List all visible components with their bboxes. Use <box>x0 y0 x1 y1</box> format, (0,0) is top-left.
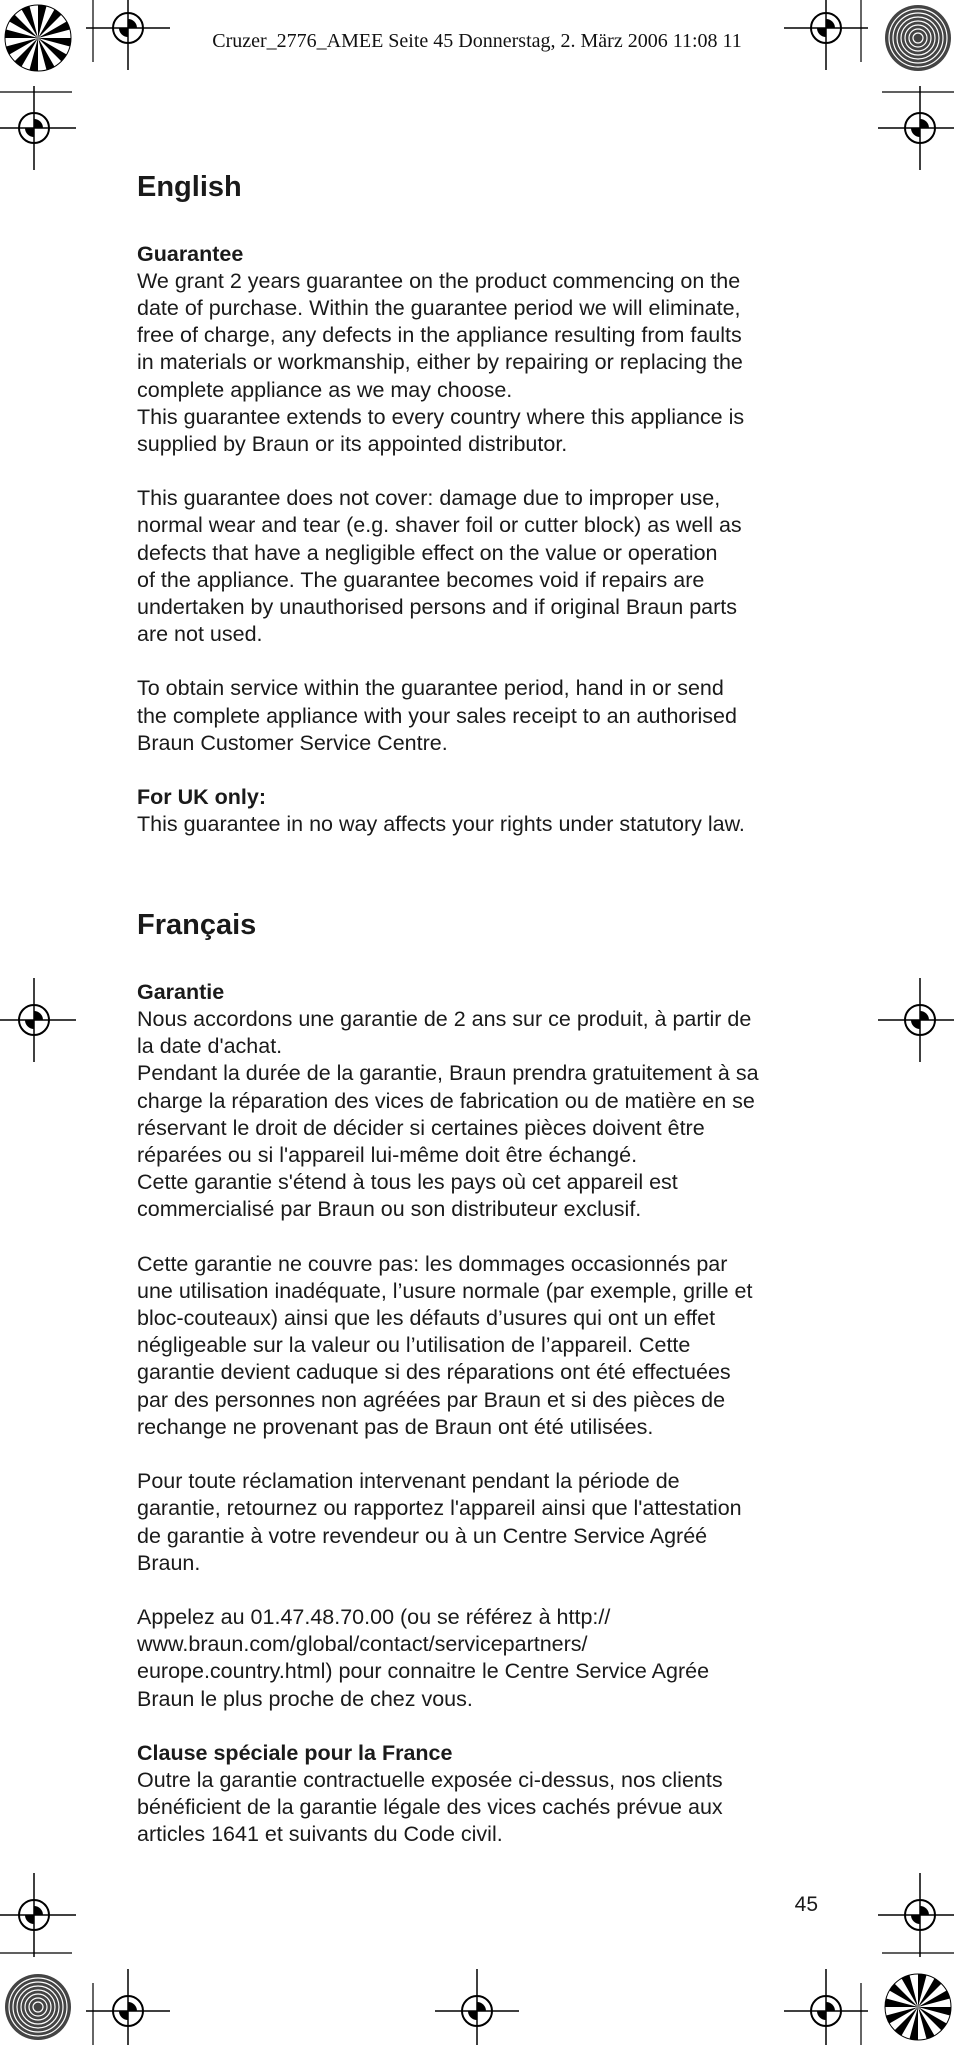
french-section <box>137 908 827 1848</box>
page-number: 45 <box>794 1893 818 1916</box>
french-title: Français <box>137 909 257 942</box>
uk-heading: For UK only: <box>137 785 266 810</box>
guarantee-content <box>137 170 827 1848</box>
garantie-heading: Garantie <box>137 980 225 1005</box>
exclusions-paragraph: This guarantee does not cover: damage due to improper use, normal wear and tear (e.g. shaver foil or cutter block) as well as defects that have a negligible effect on the value or operation of the appliance. The guarantee becomes void if repairs are undertaken by unauthorised persons and if original Braun parts are not used. <box>137 486 742 647</box>
english-section <box>137 170 827 838</box>
uk-paragraph: This guarantee in no way affects your rights under statutory law. <box>137 812 745 837</box>
france-clause-paragraph: Outre la garantie contractuelle exposée ci-dessus, nos clients bénéficient de la garantie légale des vices cachés prévue aux articles 1641 et suivants du Code civil. <box>137 1767 723 1847</box>
exclusions-fr-paragraph: Cette garantie ne couvre pas: les dommages occasionnés par une utilisation inadéquate, l’usure normale (par exemple, grille et bloc-couteaux) ainsi que les défauts d’usures qui ont un effet négligeable sur la valeur ou l’utilisation de l’appareil. Cette garantie devient caduque si des réparations ont été effectuées par des personnes non agréées par Braun et si des pièces de rechange ne provenant pas de Braun ont été utilisées. <box>137 1251 753 1439</box>
service-paragraph: To obtain service within the guarantee period, hand in or send the complete appliance with your sales receipt to an authorised Braun Customer Service Centre. <box>137 676 737 755</box>
contact-paragraph: Appelez au 01.47.48.70.00 (ou se référez à http:// www.braun.com/global/contact/servicepartners/ europe.country.html) pour connaitre le Centre Service Agrée Braun le plus proche de chez vous. <box>137 1604 710 1711</box>
france-clause-heading: Clause spéciale pour la France <box>137 1740 453 1765</box>
reclamation-paragraph: Pour toute réclamation intervenant pendant la période de garantie, retournez ou rapportez l'appareil ainsi que l'attestation de garantie à votre revendeur ou à un Centre Service Agréé Braun. <box>137 1469 742 1575</box>
english-title: English <box>137 171 242 203</box>
garantie-paragraph: Nous accordons une garantie de 2 ans sur ce produit, à partir de la date d'achat. Pendant la durée de la garantie, Braun prendra gratuitement à sa charge la réparation des vices de fabrication ou de matière en se réservant le droit de décider si certaines pièces doivent être réparées ou si l'appareil lui-même doit être échangé. Cette garantie s'étend à tous les pays où cet appareil est commercialisé par Braun ou son distributeur exclusif. <box>137 1007 759 1222</box>
guarantee-paragraph: We grant 2 years guarantee on the product commencing on the date of purchase. Within the guarantee period we will eliminate, free of charge, any defects in the appliance resulting from faults in materials or workmanship, either by repairing or replacing the complete appliance as we may choose. This guarantee extends to every country where this appliance is supplied by Braun or its appointed distributor. <box>137 268 745 457</box>
print-slug: Cruzer_2776_AMEE Seite 45 Donnerstag, 2. März 2006 11:08 11 <box>212 30 742 52</box>
guarantee-heading: Guarantee <box>137 241 244 266</box>
